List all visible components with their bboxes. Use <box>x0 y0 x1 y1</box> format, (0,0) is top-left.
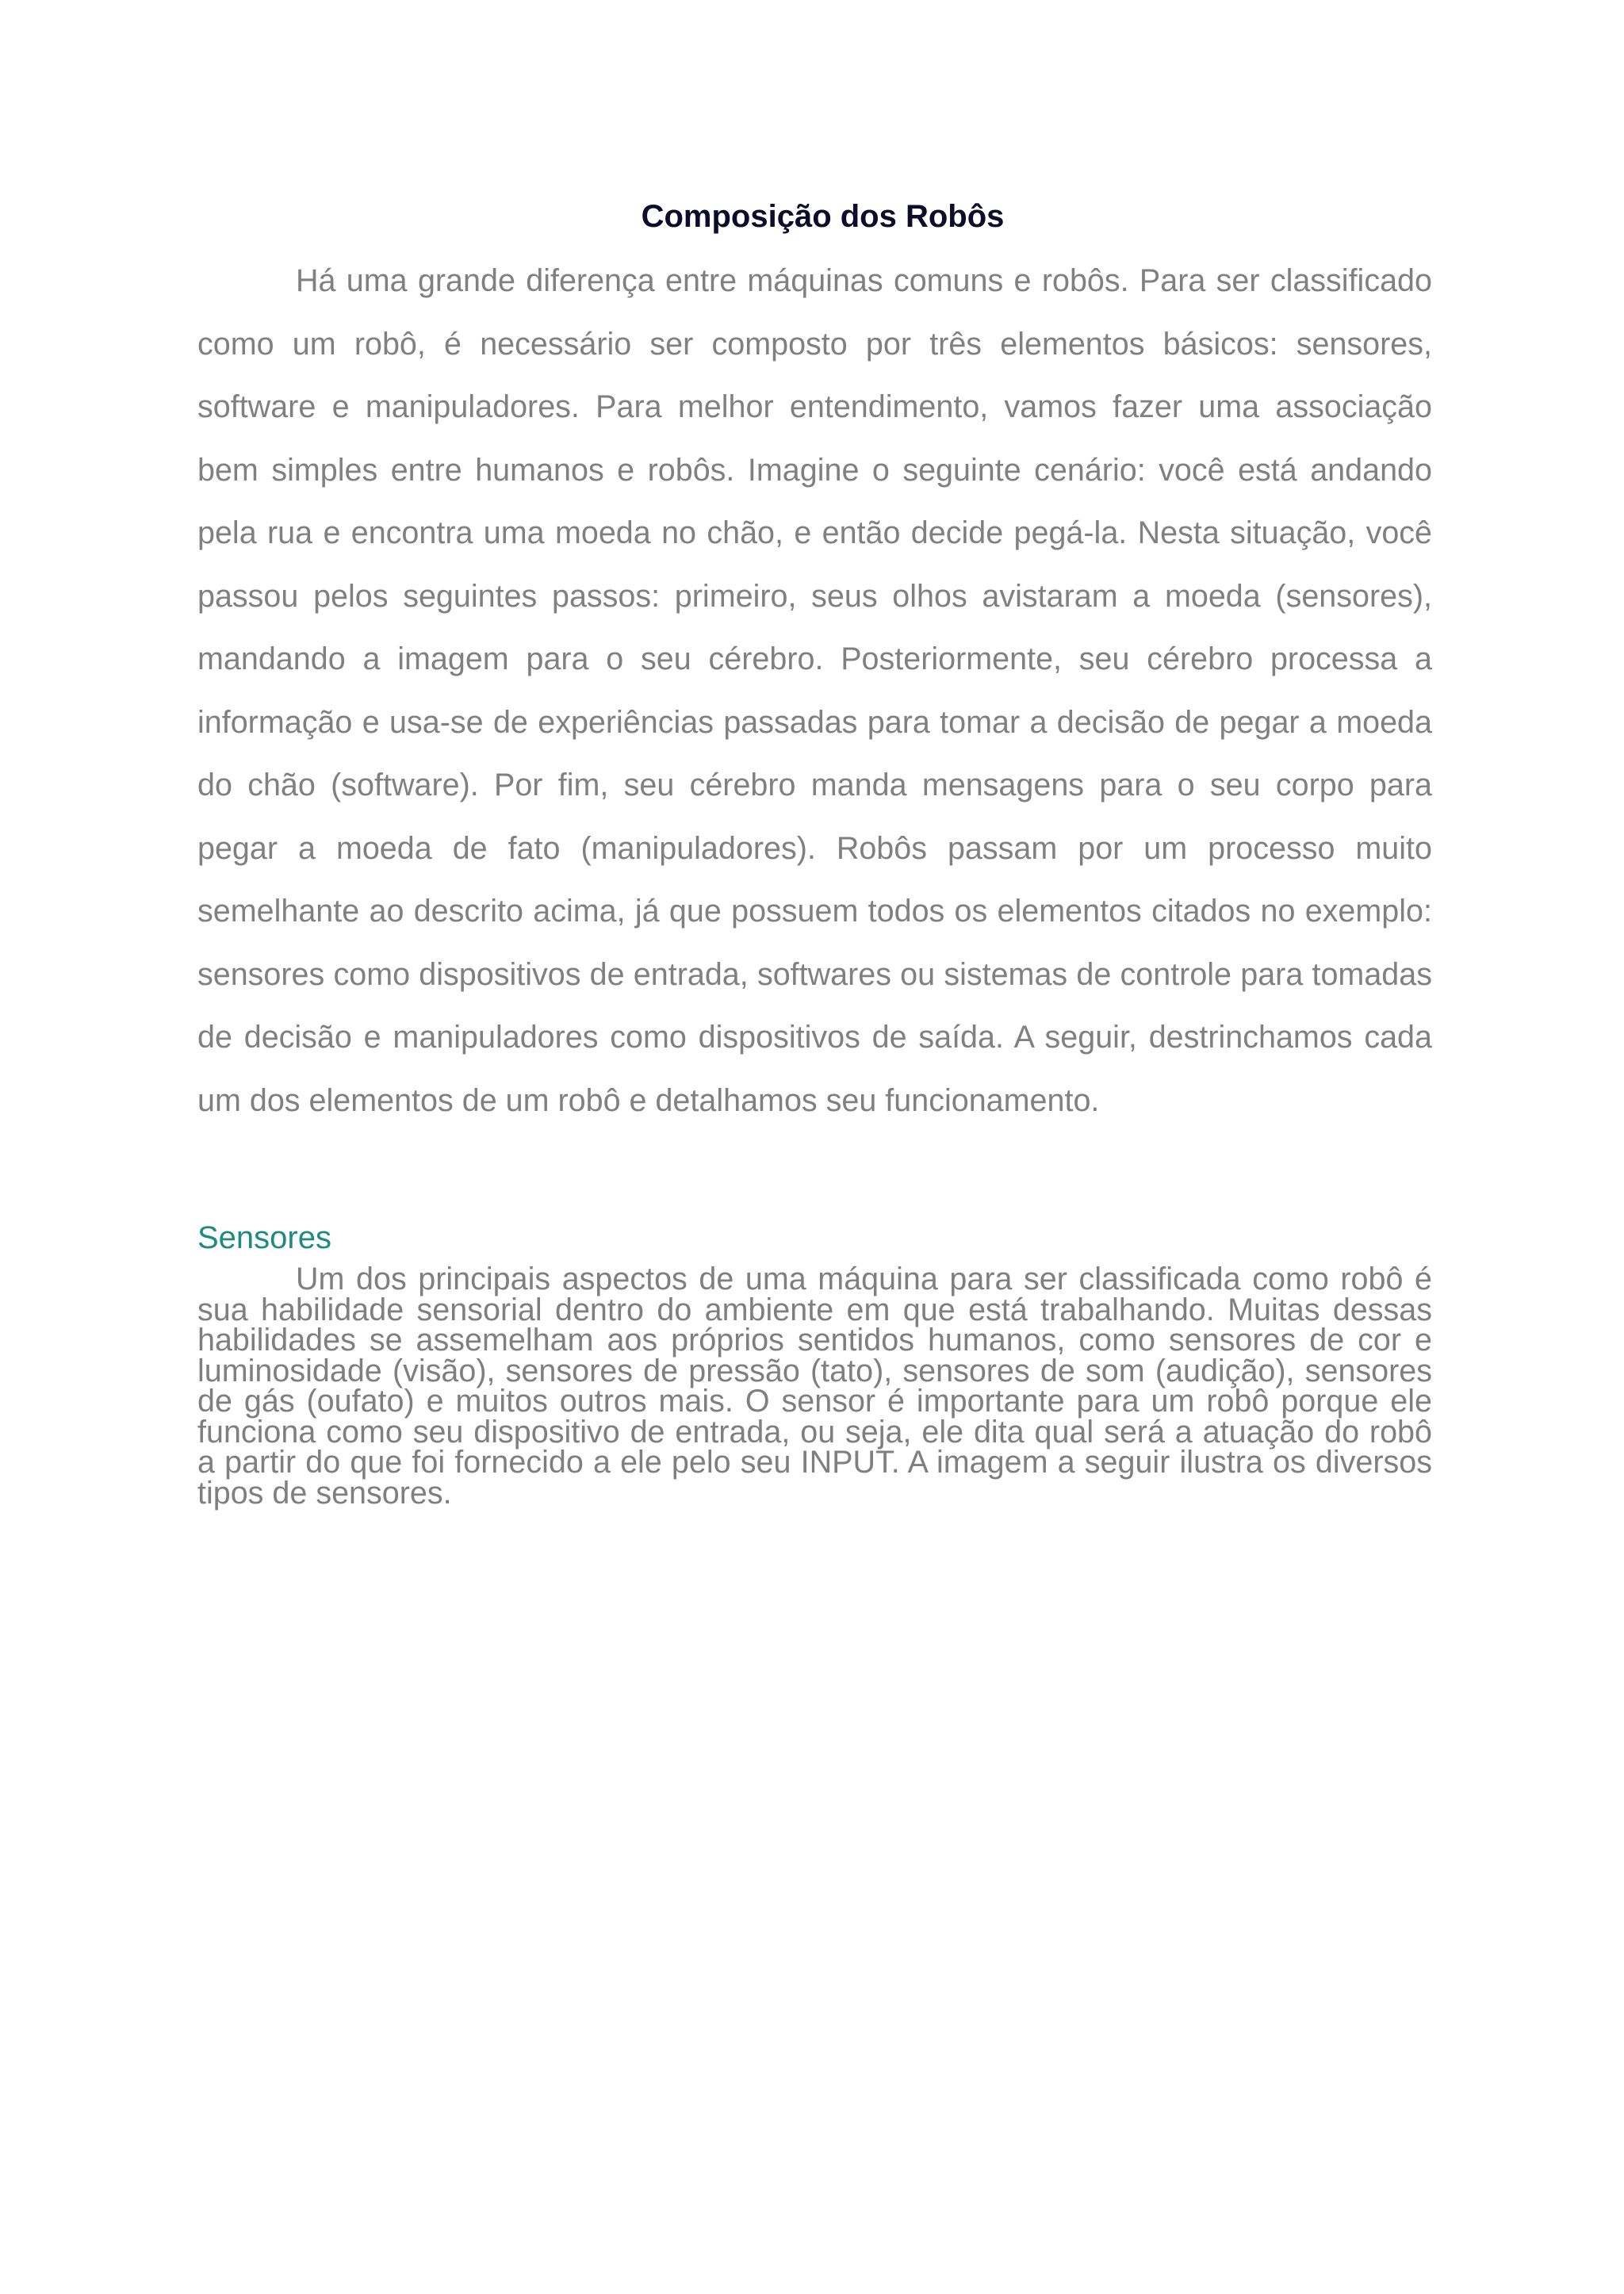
section-heading-sensores: Sensores <box>197 1220 331 1255</box>
intro-paragraph: Há uma grande diferença entre máquinas comuns e robôs. Para ser classificado como um robô, é necessário ser composto por três elementos básicos: sensores, software e manipuladores. Para melhor entendimento, vamos fazer uma associação bem simples entre humanos e robôs. Imagine o seguinte cenário: você está andando pela rua e encontra uma moeda no chão, e então decide pegá-la. Nesta situação, você passou pelos seguintes passos: primeiro, seus olhos avistaram a moeda (sensores), mandando a imagem para o seu cérebro. Posteriormente, seu cérebro processa a informação e usa-se de experiências passadas para tomar a decisão de pegar a moeda do chão (software). Por fim, seu cérebro manda mensagens para o seu corpo para pegar a moeda de fato (manipuladores). Robôs passam por um processo muito semelhante ao descrito acima, já que possuem todos os elementos citados no exemplo: sensores como dispositivos de entrada, softwares ou sistemas de controle para tomadas de decisão e manipuladores como dispositivos de saída. A seguir, destrinchamos cada um dos elementos de um robô e detalhamos seu funcionamento. <box>197 263 1432 1118</box>
document-title: Composição dos Robôs <box>641 199 1005 234</box>
sensors-paragraph: Um dos principais aspectos de uma máquina para ser classificada como robô é sua habilidade sensorial dentro do ambiente em que está trabalhando. Muitas dessas habilidades se assemelham aos próprios sentidos humanos, como sensores de cor e luminosidade (visão), sensores de pressão (tato), sensores de som (audição), sensores de gás (oufato) e muitos outros mais. O sensor é importante para um robô porque ele funciona como seu dispositivo de entrada, ou seja, ele dita qual será a atuação do robô a partir do que foi fornecido a ele pelo seu INPUT. A imagem a seguir ilustra os diversos tipos de sensores. <box>197 1262 1432 1511</box>
document-content <box>197 194 1432 1511</box>
